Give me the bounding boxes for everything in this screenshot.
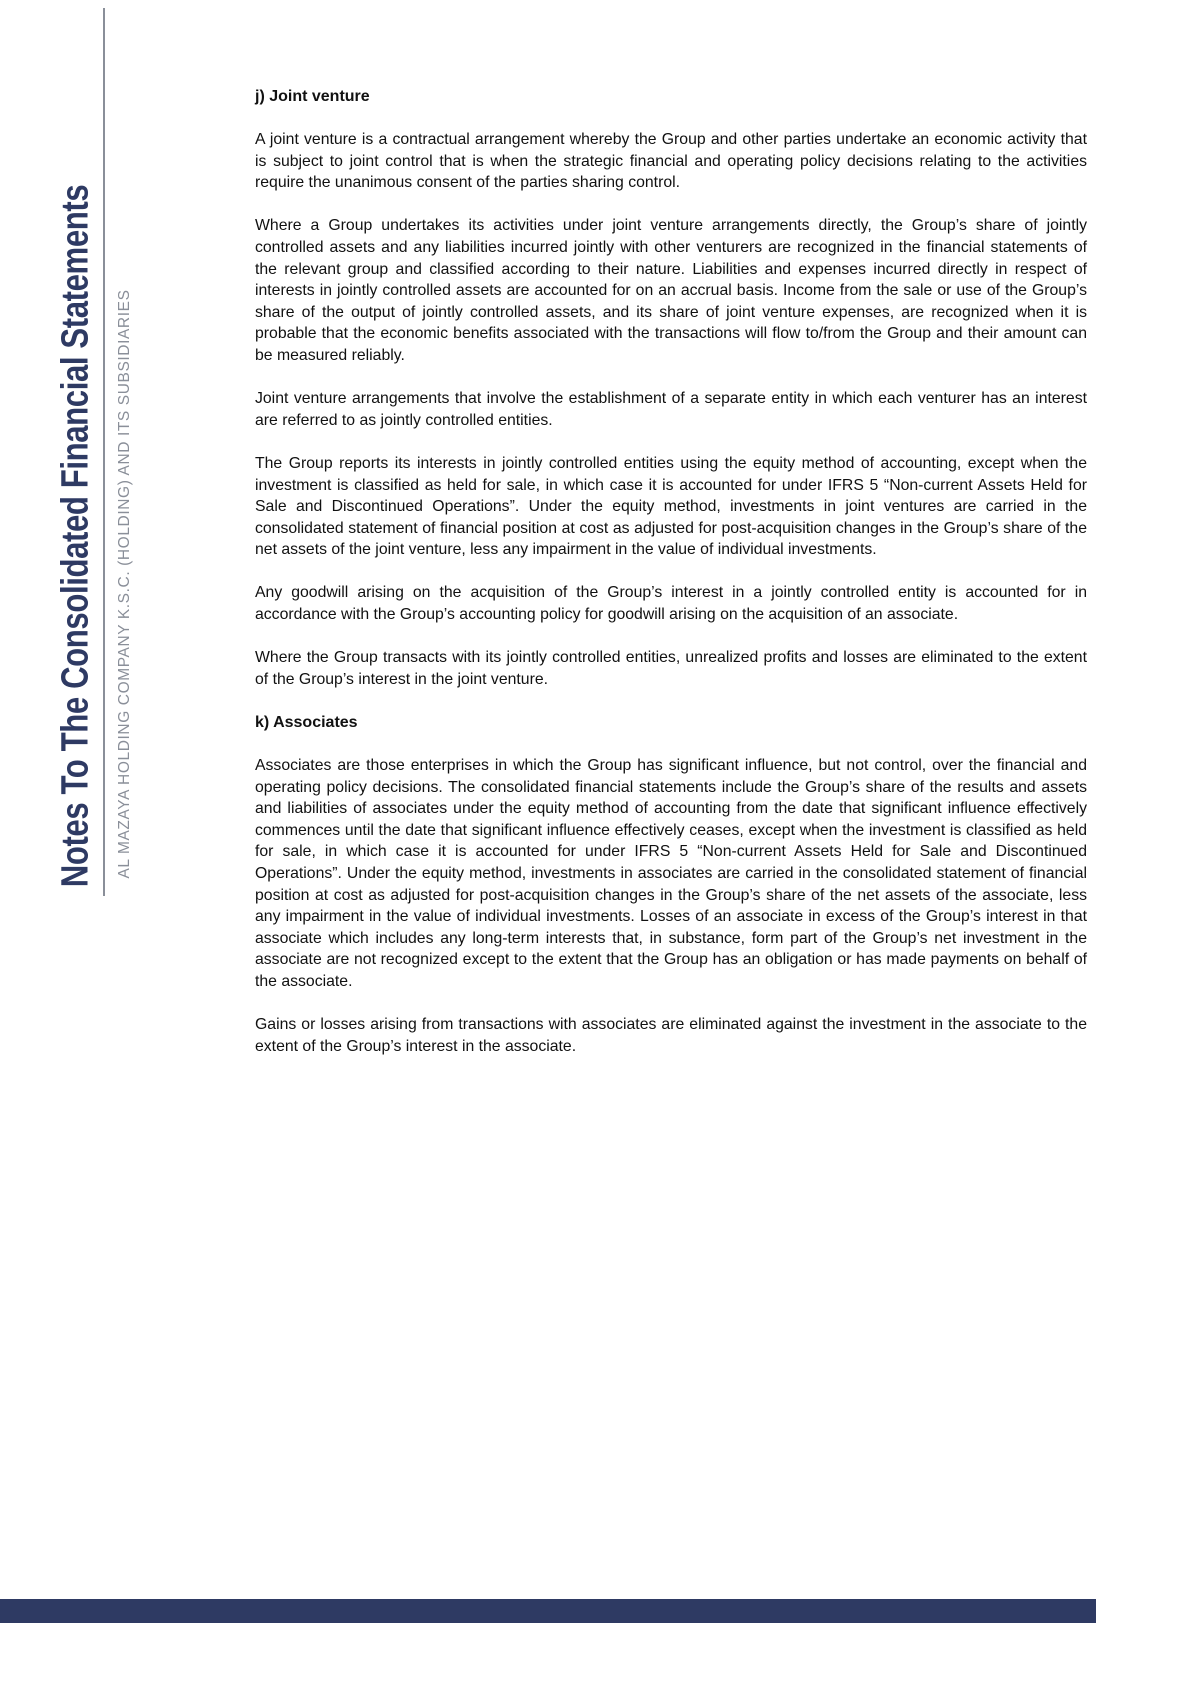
paragraph: Any goodwill arising on the acquisition of the Group’s interest in a jointly controlled entity is accounted for in accordance with the Group’s accounting policy for goodwill arising on the acquisition of an associate. [255,584,1087,624]
paragraph: Joint venture arrangements that involve the establishment of a separate entity in which each venturer has an interest are referred to as jointly controlled entities. [255,390,1087,429]
sidebar-divider [103,8,105,896]
section-joint-venture [255,86,1087,690]
document-title-text: Notes To The Consolidated Financial Statements [54,184,97,888]
section-associates [255,712,1087,1057]
document-title [55,108,98,965]
paragraph: Where the Group transacts with its jointly controlled entities, unrealized profits and losses are eliminated to the extent of the Group’s interest in the joint venture. [255,649,1087,688]
footer-bar [0,1599,1096,1623]
company-name: AL MAZAYA HOLDING COMPANY K.S.C. (HOLDING) AND ITS SUBSIDIARIES [116,289,133,879]
section-heading: k) Associates [255,714,358,732]
paragraph: Associates are those enterprises in which the Group has significant influence, but not control, over the financial and operating policy decisions. The consolidated financial statements include the Group’s share of the results and assets and liabilities of associates under the equity method of accounting from the date that significant influence effectively commences until the date that significant influence effectively ceases, except when the investment is classified as held for sale, in which case it is accounted for under IFRS 5 “Non-current Assets Held for Sale and Discontinued Operations”. Under the equity method, investments in associates are carried in the consolidated statement of financial position at cost as adjusted for post-acquisition changes in the Group’s share of the net assets of the associate, less any impairment in the value of individual investments. Losses of an associate in excess of the Group’s interest in that associate which includes any long-term interests that, in substance, form part of the Group’s net investment in the associate are not recognized except to the extent that the Group has an obligation or has made payments on behalf of the associate. [255,757,1087,990]
paragraph: The Group reports its interests in jointly controlled entities using the equity method of accounting, except when the investment is classified as held for sale, in which case it is accounted for under IFRS 5 “Non-current Assets Held for Sale and Discontinued Operations”. Under the equity method, investments in joint ventures are carried in the consolidated statement of financial position at cost as adjusted for post-acquisition changes in the Group’s share of the net assets of the joint venture, less any impairment in the value of individual investments. [255,454,1087,559]
paragraph: A joint venture is a contractual arrangement whereby the Group and other parties undertake an economic activity that is subject to joint control that is when the strategic financial and operating policy decisions relating to the activities require the unanimous consent of the parties sharing control. [255,131,1087,192]
section-heading: j) Joint venture [255,88,370,105]
paragraph: Where a Group undertakes its activities under joint venture arrangements directly, the Group’s share of jointly controlled assets and any liabilities incurred jointly with other venturers are recognized in the financial statements of the relevant group and classified according to their nature. Liabilities and expenses incurred directly in respect of interests in jointly controlled assets are accounted for on an accrual basis. Income from the sale or use of the Group’s share of the output of jointly controlled assets, and its share of joint venture expenses, are recognized when it is probable that the economic benefits associated with the transactions will flow to/from the Group and their amount can be measured reliably. [255,217,1087,364]
notes-content [255,86,1087,1079]
paragraph: Gains or losses arising from transactions with associates are eliminated against the investment in the associate to the extent of the Group’s interest in the associate. [255,1016,1087,1055]
